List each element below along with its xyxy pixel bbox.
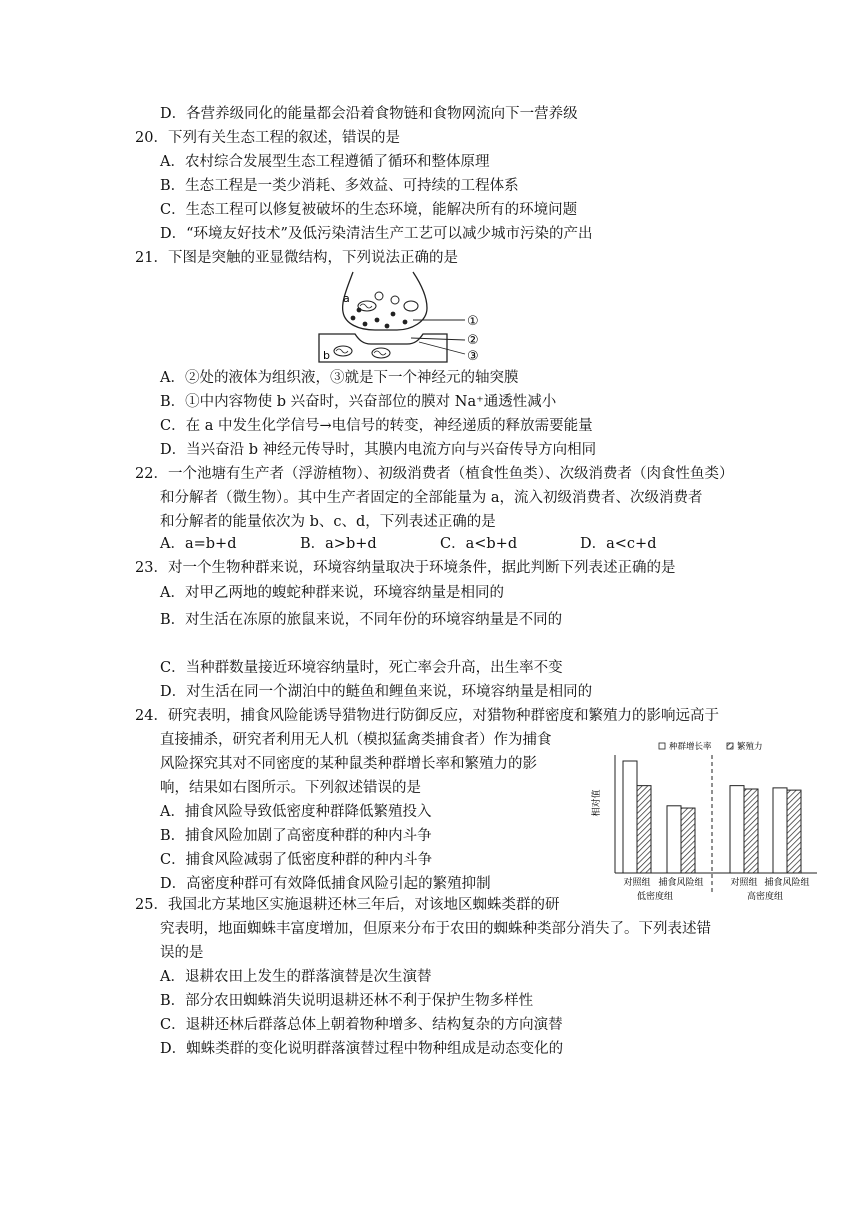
fig-label-2: ② [467, 333, 479, 348]
bar-growth-0 [623, 761, 637, 873]
q25-option-a: A．退耕农田上发生的群落演替是次生演替 [160, 969, 432, 985]
q22-stem-line3: 和分解者的能量依次为 b、c、d，下列表述正确的是 [160, 514, 496, 530]
q20-stem: 20．下列有关生态工程的叙述，错误的是 [135, 130, 400, 146]
q25-option-d: D．蜘蛛类群的变化说明群落演替过程中物种组成是动态变化的 [160, 1041, 564, 1057]
q21-stem: 21．下图是突触的亚显微结构，下列说法正确的是 [135, 250, 458, 266]
legend-swatch-fertility [727, 743, 733, 749]
q23-option-a: A．对甲乙两地的蝮蛇种群来说，环境容纳量是相同的 [160, 585, 504, 601]
y-axis-label: 相对值 [592, 789, 602, 817]
group-label-high: 高密度组 [746, 892, 784, 902]
q25-stem-line2: 究表明，地面蜘蛛丰富度增加，但原来分布于农田的蜘蛛种类部分消失了。下列表述错 [160, 921, 711, 937]
bar-growth-1 [667, 806, 681, 873]
category-label-3: 捕食风险组 [764, 878, 810, 888]
q25-stem-line3: 误的是 [160, 945, 204, 961]
q20-option-a: A．农村综合发展型生态工程遵循了循环和整体原理 [160, 154, 490, 170]
q20-option-b: B．生态工程是一类少消耗、多效益、可持续的工程体系 [160, 178, 519, 194]
fig-label-a: a [343, 292, 350, 305]
q23-stem: 23．对一个生物种群来说，环境容纳量取决于环境条件，据此判断下列表述正确的是 [135, 560, 676, 576]
q25-stem-line1: 25．我国北方某地区实施退耕还林三年后，对该地区蜘蛛类群的研 [135, 897, 560, 913]
bar-fertility-0 [637, 786, 651, 873]
category-label-1: 捕食风险组 [658, 878, 704, 888]
fig-label-b: b [323, 349, 330, 362]
q24-stem-line1: 24．研究表明，捕食风险能诱导猎物进行防御反应，对猎物种群密度和繁殖力的影响远高于 [135, 708, 719, 724]
synapse-figure [315, 268, 505, 368]
q24-stem-line2: 直接捕杀，研究者利用无人机（模拟猛禽类捕食者）作为捕食 [160, 732, 552, 748]
q25-option-b: B．部分农田蜘蛛消失说明退耕还林不利于保护生物多样性 [160, 993, 534, 1009]
q24-stem-line3: 风险探究其对不同密度的某种鼠类种群增长率和繁殖力的影 [160, 756, 537, 772]
q21-option-a: A．②处的液体为组织液，③就是下一个神经元的轴突膜 [160, 370, 519, 386]
q22-option-a: A．a=b+d [160, 536, 237, 552]
q25-option-c: C．退耕还林后群落总体上朝着物种增多、结构复杂的方向演替 [160, 1017, 563, 1033]
q23-option-c: C．当种群数量接近环境容纳量时，死亡率会升高，出生率不变 [160, 660, 563, 676]
q19-option-d: D．各营养级同化的能量都会沿着食物链和食物网流向下一营养级 [160, 106, 578, 122]
q22-option-d: D．a<c+d [580, 536, 657, 552]
fig-label-3: ③ [467, 349, 479, 364]
q21-option-c: C．在 a 中发生化学信号→电信号的转变，神经递质的释放需要能量 [160, 418, 593, 434]
bar-growth-2 [730, 786, 744, 873]
fig-label-1: ① [467, 314, 479, 329]
q20-option-c: C．生态工程可以修复被破坏的生态环境，能解决所有的环境问题 [160, 202, 578, 218]
bar-growth-3 [773, 788, 787, 873]
q24-option-c: C．捕食风险减弱了低密度种群的种内斗争 [160, 852, 433, 868]
bar-chart [585, 735, 820, 905]
bar-fertility-2 [744, 789, 758, 873]
q24-option-a: A．捕食风险导致低密度种群降低繁殖投入 [160, 804, 432, 820]
q24-option-d: D．高密度种群可有效降低捕食风险引起的繁殖抑制 [160, 876, 491, 892]
q21-option-d: D．当兴奋沿 b 神经元传导时，其膜内电流方向与兴奋传导方向相同 [160, 442, 597, 458]
q20-option-d: D．“环境友好技术”及低污染清洁生产工艺可以减少城市污染的产出 [160, 226, 593, 242]
category-label-0: 对照组 [623, 878, 651, 888]
q22-option-c: C．a<b+d [440, 536, 518, 552]
legend-fertility: 繁殖力 [737, 742, 763, 752]
q23-option-d: D．对生活在同一个湖泊中的鲢鱼和鲤鱼来说，环境容纳量是相同的 [160, 684, 593, 700]
q22-options [160, 534, 720, 554]
q22-stem-line1: 22．一个池塘有生产者（浮游植物）、初级消费者（植食性鱼类）、次级消费者（肉食性鱼类） [135, 466, 734, 482]
q24-option-b: B．捕食风险加剧了高密度种群的种内斗争 [160, 828, 432, 844]
q21-option-b: B．①中内容物使 b 兴奋时，兴奋部位的膜对 Na⁺通透性减小 [160, 394, 557, 410]
q24-stem-line4: 响，结果如右图所示。下列叙述错误的是 [160, 780, 421, 796]
legend-swatch-growth [659, 743, 665, 749]
legend-growth: 种群增长率 [669, 742, 712, 752]
category-label-2: 对照组 [730, 878, 758, 888]
group-label-low: 低密度组 [636, 892, 674, 902]
q23-option-b: B．对生活在冻原的旅鼠来说，不同年份的环境容纳量是不同的 [160, 612, 563, 628]
q22-stem-line2: 和分解者（微生物）。其中生产者固定的全部能量为 a，流入初级消费者、次级消费者 [160, 490, 703, 506]
bar-fertility-3 [787, 790, 801, 873]
q22-option-b: B．a>b+d [300, 536, 377, 552]
bar-fertility-1 [681, 808, 695, 873]
